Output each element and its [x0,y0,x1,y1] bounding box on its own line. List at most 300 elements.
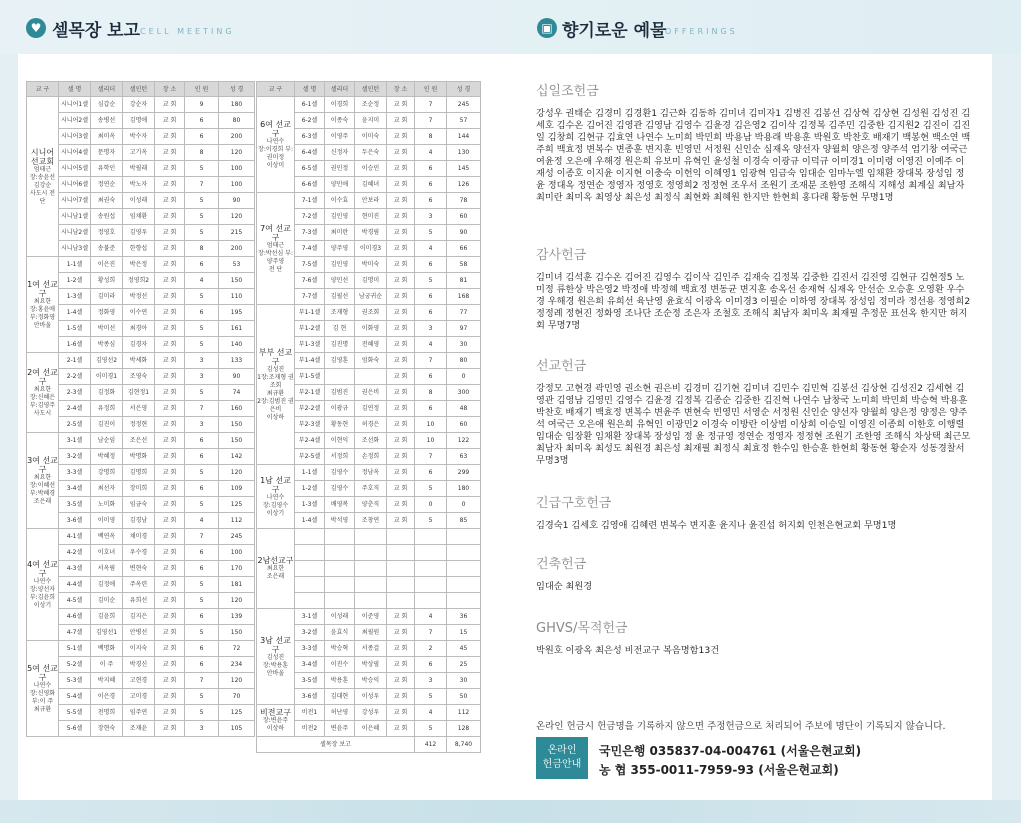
table-cell: 128 [447,721,481,737]
table-cell [415,561,447,577]
table-cell: 8 [185,241,219,257]
table-cell: 권은비 [355,385,387,401]
table-cell: 주호직 [355,481,387,497]
table-cell: 5-1셀 [59,641,91,657]
district-leader: 장:이경희 부:권미정 [258,145,293,161]
table-cell [415,577,447,593]
table-cell: 이종숙 [325,113,355,129]
table-cell: 8 [185,145,219,161]
district-title: 7여 선교구 [260,223,291,242]
table-cell: 유정희 [91,401,123,417]
table-cell: 7-1셀 [295,193,325,209]
table-row [27,97,255,113]
table-cell: 100 [219,161,255,177]
table-row [27,257,255,273]
table-cell [325,529,355,545]
offering-title: 십일조헌금 [536,84,599,99]
table-cell: 4 [415,609,447,625]
table-cell: 교 회 [387,465,415,481]
table-cell [447,577,481,593]
table-cell: 교 회 [155,641,185,657]
table-cell: 57 [447,113,481,129]
table-cell: 송병선 [91,113,123,129]
column-header: 셀 명 [59,82,91,97]
table-cell: 비전1 [295,705,325,721]
table-cell: 변현숙 [123,561,155,577]
table-cell: 손정희 [355,449,387,465]
table-cell: 7 [185,673,219,689]
table-cell: 채미경 [123,529,155,545]
table-cell: 김연정 [355,401,387,417]
table-cell: 133 [219,353,255,369]
table-cell: 교 회 [155,545,185,561]
table-cell: 1-1셀 [295,465,325,481]
table-cell: 교 회 [155,673,185,689]
table-cell: 교 회 [387,401,415,417]
table-cell: 시니어2셀 [59,113,91,129]
table-cell: 김미라 [91,289,123,305]
table-cell: 정영희2 [123,273,155,289]
table-cell: 120 [219,209,255,225]
district-leader: 장:신영화 부:이 주 [29,689,56,705]
table-cell [447,561,481,577]
table-row [27,209,255,225]
table-row [257,193,481,209]
table-cell: 2 [415,641,447,657]
table-cell: 박승익 [355,673,387,689]
table-cell: 4-4셀 [59,577,91,593]
table-cell: 전혜영 [355,337,387,353]
table-cell: 교 회 [155,337,185,353]
district-leader: 조은래 [33,497,52,505]
table-row [257,305,481,321]
district-label [257,193,295,305]
table-cell: 김경남 [123,513,155,529]
table-cell [295,577,325,593]
table-row [27,689,255,705]
table-cell: 교 회 [155,433,185,449]
table-cell [355,593,387,609]
table-row [27,145,255,161]
table-cell: 245 [447,97,481,113]
table-cell: 김명희 [123,465,155,481]
table-cell: 5 [185,289,219,305]
table-cell: 두은숙 [355,145,387,161]
table-cell [355,369,387,385]
table-cell: 교 회 [155,481,185,497]
table-cell: 7 [185,401,219,417]
table-cell: 교 회 [387,241,415,257]
table-cell: 부2-5셀 [295,449,325,465]
table-cell: 박경신 [123,657,155,673]
table-row [257,97,481,113]
table-cell: 1-3셀 [295,497,325,513]
table-cell: 130 [447,145,481,161]
table-cell: 박석영 [325,513,355,529]
table-cell: 시니어1셀 [59,97,91,113]
table-cell: 교 회 [155,241,185,257]
table-cell: 7 [415,97,447,113]
table-cell: 3-1셀 [295,609,325,625]
table-cell: 안보라 [355,193,387,209]
table-row [27,465,255,481]
table-cell: 교 회 [387,321,415,337]
table-cell: 유희선 [123,593,155,609]
column-header: 성 경 [219,82,255,97]
table-cell: 120 [219,593,255,609]
table-cell: 2-5셀 [59,417,91,433]
offering-names: 강성우 권태순 김경미 김경환1 김근화 김동하 김미녀 김미자1 김병진 김봉선 김상혁 김상현 김성원 김성진 김세호 김수온 김어진 김영관 김영남 김영수 김윤경 김은영2 김이삭 김정복 김주민 김중한 김지원2 김진이 김진일 김창희 김현규 김효연 나연수 노미희 박민희 박용남 박용래 박용훈 박원호 박찬호 배재기 백봉현 백소연 백주희 백효정 변복수 변종훈 변지훈 빈영민 서정원 신인순 심재옥 양선자 양월희 양은정 양주석 엄기창 여국근 여윤정 오은애 우해경 원은희 유보미 유혁인 윤성철 이경숙 이광규 이덕규 이미경1 이미령 이영진 이예주 이재성 이종호 이지윤 이지현 이충숙 이헌익 이혜영1 임광혁 임금숙 임대순 임마누엘 임채환 장대복 장성임 정 윤 정대옥 정연순 정영자 정영호 정영희2 정정현 조우서 조원기 조재분 조한영 조해식 지해성 최계실 최남자 최미란 최미옥 최영상 최은성 최정식 최현화 최혜원 한지만 한현희 홍다래 황동현 무명1명 [536,108,971,203]
column-header: 장 소 [387,82,415,97]
table-cell: 8 [415,385,447,401]
table-cell: 조영숙 [123,369,155,385]
table-cell: 195 [219,305,255,321]
table-cell: 6 [415,465,447,481]
district-leader: 안바울 [266,669,285,677]
table-cell: 양주영 [325,241,355,257]
total-bible: 8,740 [447,737,481,753]
table-cell: 90 [447,225,481,241]
table-cell: 5-2셀 [59,657,91,673]
district-leader: 안바울 [33,321,52,329]
table-cell: 97 [447,321,481,337]
table-cell: 200 [219,129,255,145]
table-cell: 교 회 [387,609,415,625]
table-cell: 장미희 [123,481,155,497]
offering-title: 긴급구호헌금 [536,496,612,511]
table-cell: 교 회 [387,161,415,177]
table-cell: 교 회 [155,625,185,641]
table-cell: 교 회 [387,673,415,689]
table-cell: 교 회 [155,721,185,737]
table-cell: 30 [447,337,481,353]
district-title: 2남선교구 [257,556,294,565]
table-cell: 문명자 [91,145,123,161]
district-title: 6여 선교구 [260,119,291,138]
table-cell: 이은경 [91,689,123,705]
table-cell: 10 [415,417,447,433]
table-cell: 교 회 [387,641,415,657]
table-cell: 교 회 [387,145,415,161]
table-cell: 권조회 [355,305,387,321]
district-leader: 이상기 [33,601,52,609]
table-cell: 7 [185,529,219,545]
offerings-title: 향기로운 예물 [562,21,667,41]
table-cell: 심갑순 [91,97,123,113]
table-cell: 고기옥 [123,145,155,161]
district-leader: 장:박용훈 [262,661,289,669]
table-cell: 150 [219,273,255,289]
table-cell: 시니어6셀 [59,177,91,193]
offering-box-icon: ▣ [537,18,557,38]
table-cell: 박세화 [123,353,155,369]
table-cell: 80 [219,113,255,129]
offering-names: 임대순 최원경 [536,581,593,592]
table-cell: 임금숙 [123,497,155,513]
table-cell: 2-2셀 [59,369,91,385]
table-cell: 교 회 [387,97,415,113]
table-cell: 7-3셀 [295,225,325,241]
offering-section [536,355,972,467]
table-cell: 이경희 [325,97,355,113]
table-cell: 1-6셀 [59,337,91,353]
table-cell: 교 회 [387,225,415,241]
district-leader: 사도시 [33,409,52,417]
table-cell: 교 회 [387,385,415,401]
table-cell: 교 회 [155,305,185,321]
offering-section [536,617,972,657]
table-cell: 299 [447,465,481,481]
table-cell: 170 [219,561,255,577]
table-cell: 주옥련 [123,577,155,593]
table-cell: 부1-4셀 [295,353,325,369]
table-row [27,289,255,305]
table-cell: 조창연 [355,513,387,529]
district-label [257,705,295,737]
table-cell: 3-5셀 [295,673,325,689]
table-cell [325,577,355,593]
table-cell: 교 회 [387,257,415,273]
column-header: 인 원 [185,82,219,97]
table-cell: 180 [219,97,255,113]
table-cell: 허경은 [355,417,387,433]
table-cell: 3 [185,417,219,433]
district-leader: 엄태근 [266,241,285,249]
table-cell: 5 [185,705,219,721]
table-row [257,705,481,721]
district-leader: 전 단 [268,265,283,273]
table-cell: 이승민 [355,161,387,177]
table-cell: 김진이 [91,417,123,433]
total-people: 412 [415,737,447,753]
online-offering-badge: 온라인 헌금안내 [536,737,588,779]
table-cell: 30 [447,673,481,689]
table-cell: 최경아 [123,321,155,337]
table-cell: 박노자 [123,177,155,193]
table-cell: 김지은 [123,609,155,625]
table-cell: 교 회 [155,193,185,209]
table-cell: 양민애 [325,177,355,193]
table-row [27,193,255,209]
table-cell: 1-4셀 [295,513,325,529]
table-cell [415,529,447,545]
table-cell: 7 [415,625,447,641]
table-cell: 부1-5셀 [295,369,325,385]
table-cell: 25 [447,657,481,673]
table-cell: 김필선 [325,289,355,305]
table-cell: 150 [219,433,255,449]
district-leader: 나연수 [266,493,285,501]
table-cell: 교 회 [387,369,415,385]
table-cell: 122 [447,433,481,449]
table-cell: 6 [185,449,219,465]
table-cell: 3-4셀 [295,657,325,673]
table-row [27,273,255,289]
table-cell: 3-2셀 [295,625,325,641]
offering-section [536,492,972,532]
table-cell: 양춘직 [355,497,387,513]
table-cell [295,545,325,561]
table-cell [387,577,415,593]
table-cell: 6-1셀 [295,97,325,113]
table-cell [355,561,387,577]
table-cell: 우수경 [123,545,155,561]
table-cell: 234 [219,657,255,673]
table-cell: 5-6셀 [59,721,91,737]
table-row [27,577,255,593]
table-cell: 부1-3셀 [295,337,325,353]
table-cell: 4-2셀 [59,545,91,561]
table-cell: 강명희 [91,465,123,481]
district-leader: 최요한 [33,473,52,481]
column-header: 성 경 [447,82,481,97]
district-label [257,305,295,465]
table-cell: 교 회 [387,705,415,721]
table-row [27,593,255,609]
table-row [27,609,255,625]
table-cell: 교 회 [387,129,415,145]
table-cell: 이은진 [91,257,123,273]
district-title: 1남 선교구 [260,475,291,494]
table-cell: 신정자 [325,145,355,161]
table-cell: 박미숙 [355,257,387,273]
district-leader: 2장:김범진 권은비 [257,397,294,413]
table-cell: 시니남1셀 [59,209,91,225]
table-cell: 80 [447,353,481,369]
table-cell: 시니남2셀 [59,225,91,241]
table-cell: 교 회 [387,209,415,225]
table-cell: 교 회 [155,561,185,577]
district-title: 비전교구 [260,708,291,717]
table-cell [355,577,387,593]
district-leader: 장:이혜선 부:박혜경 [29,481,56,497]
table-cell: 정화영 [91,305,123,321]
table-cell: 6 [415,305,447,321]
table-cell: 5 [185,193,219,209]
table-cell: 서정희 [325,449,355,465]
cell-meeting-subtitle: CELL MEETING [140,27,235,36]
table-cell: 교 회 [387,481,415,497]
table-cell: 53 [219,257,255,273]
table-cell: 교 회 [387,305,415,321]
table-cell: 58 [447,257,481,273]
table-cell: 5 [185,689,219,705]
column-header: 인 원 [415,82,447,97]
table-cell: 126 [447,177,481,193]
table-cell: 남궁귀순 [355,289,387,305]
table-cell: 김진명 [325,337,355,353]
table-cell: 김경자 [123,337,155,353]
table-cell [325,593,355,609]
table-cell: 6 [185,641,219,657]
district-title: 3여 선교구 [27,455,58,474]
table-cell: 부2-1셀 [295,385,325,401]
table-cell: 5 [185,161,219,177]
table-cell: 110 [219,289,255,305]
table-cell: 시니어7셀 [59,193,91,209]
table-cell: 5 [415,721,447,737]
table-row [27,545,255,561]
table-cell: 변윤주 [325,721,355,737]
table-cell: 160 [219,401,255,417]
table-cell: 황성희 [91,273,123,289]
bank-account-nh: 농 협 355-0011-7959-93 (서울은현교회) [599,763,839,777]
table-cell: 박수자 [123,129,155,145]
table-cell: 3 [415,209,447,225]
table-cell: 6 [185,433,219,449]
table-cell: 180 [447,481,481,497]
table-cell: 교 회 [387,625,415,641]
table-cell: 최미란 [325,225,355,241]
table-cell: 교 회 [387,289,415,305]
table-cell: 교 회 [155,129,185,145]
table-row [27,449,255,465]
table-row [27,657,255,673]
table-cell: 김영우 [123,225,155,241]
table-cell: 교 회 [155,209,185,225]
table-cell: 125 [219,497,255,513]
table-cell: 김미순 [91,593,123,609]
table-cell: 1-1셀 [59,257,91,273]
table-cell: 시니어4셀 [59,145,91,161]
district-leader: 최요한 [266,565,285,572]
table-cell: 이성래 [123,193,155,209]
footer-bar [0,800,1021,823]
table-cell: 김영선2 [91,353,123,369]
table-cell: 최선자 [91,481,123,497]
table-cell: 5 [185,209,219,225]
table-cell: 4 [415,241,447,257]
table-cell: 김혜녀 [355,177,387,193]
offering-names: 김경숙1 김세호 김영애 김혜련 변복수 변지훈 윤지나 윤진섭 허지회 인천은현교회 무명1명 [536,520,897,531]
table-cell: 5-3셀 [59,673,91,689]
table-cell: 이현익 [325,433,355,449]
table-cell: 교 회 [155,465,185,481]
table-cell: 송원섭 [91,209,123,225]
table-cell: 박혜정 [91,449,123,465]
table-cell: 200 [219,241,255,257]
table-cell: 6 [415,657,447,673]
table-cell: 교 회 [155,161,185,177]
table-cell: 109 [219,481,255,497]
table-cell: 교 회 [387,337,415,353]
table-cell: 4-3셀 [59,561,91,577]
offering-title: GHVS/목적헌금 [536,621,628,636]
table-cell [387,561,415,577]
table-cell: 양민선 [325,273,355,289]
cell-report-table-right [256,81,481,753]
table-cell: 서옥림 [91,561,123,577]
table-cell: 허난영 [325,705,355,721]
table-cell: 부1-1셀 [295,305,325,321]
table-cell: 교 회 [155,145,185,161]
table-cell: 5 [185,625,219,641]
table-row [27,481,255,497]
table-cell: 조재형 [325,305,355,321]
total-label: 셀목장 보고 [257,737,415,753]
district-leader: 나연수 [33,577,52,585]
table-cell: 77 [447,305,481,321]
table-cell: 60 [447,417,481,433]
table-cell: 김영수 [325,465,355,481]
table-row [27,305,255,321]
table-cell: 백연옥 [91,529,123,545]
offering-names: 강정모 고현경 곽민영 권소현 권은비 김경미 김기현 김미녀 김민수 김민혁 김봉선 김상현 김성진2 김세현 김영관 김영남 김영민 김영수 김윤경 김정복 김종순 김중한 김진혁 나연수 남창국 노미희 박민희 박승혁 박용훈 박찬호 배재기 백효정 변복수 변윤주 변현숙 빈영민 서영순 서정원 신인순 양선자 양월희 양은정 양정은 양주석 여국근 오은애 원은희 유혁인 이광민2 이경숙 이방란 이상범 이상희 이승일 이영진 이종희 이한호 이행렬 임대순 임장환 임채환 장대복 장성임 정 윤 정규영 정연순 정영자 정정현 조원기 조한영 조해식 차상택 최근모 최남자 최미옥 최성도 최원경 최은성 최재필 최정식 최효정 한수임 한승훈 한현희 황동현 황순자 성동경찰서 무명3명 [536,383,971,466]
table-cell: 0 [447,369,481,385]
district-title: 4여 선교구 [27,559,58,578]
table-cell: 3-3셀 [295,641,325,657]
table-cell: 김윤희 [91,609,123,625]
